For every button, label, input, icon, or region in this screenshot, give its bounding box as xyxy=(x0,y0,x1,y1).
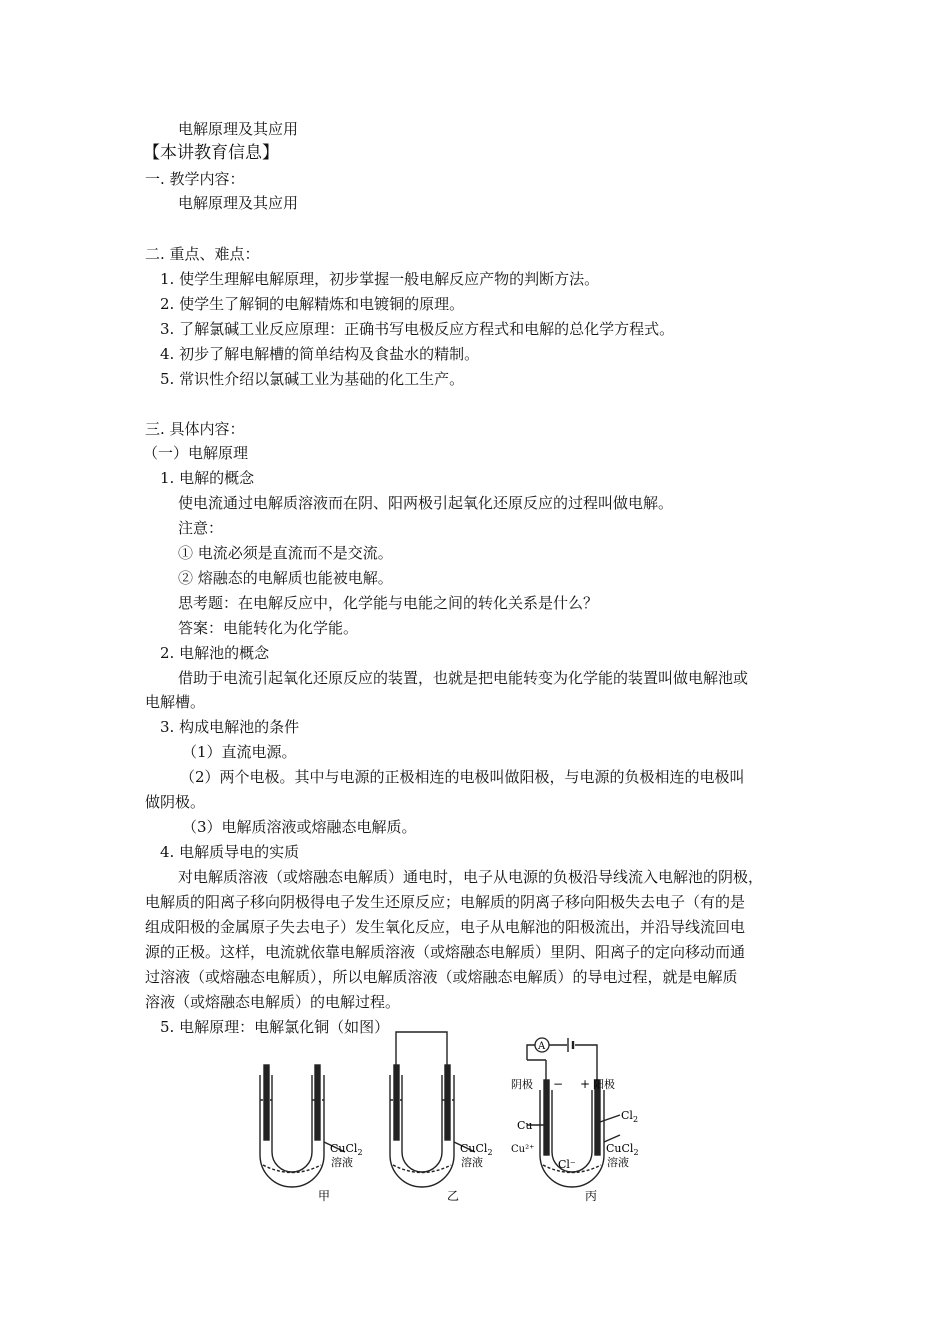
copper-ion-label: Cu²⁺ xyxy=(511,1144,535,1155)
copper-label: Cu xyxy=(517,1119,533,1132)
ammeter-label: A xyxy=(538,1041,546,1052)
svg-text:CuCl2: CuCl$_2$ xyxy=(606,1142,639,1157)
paragraph-line: 组成阳极的金属原子失去电子）发生氧化反应，电子从电解池的阳极流出，并沿导线流回电 xyxy=(145,918,746,936)
condition-item: 做阴极。 xyxy=(145,793,206,811)
section-header: 【本讲教育信息】 xyxy=(143,143,279,163)
minus-sign: − xyxy=(553,1077,564,1091)
condition-item: （1）直流电源。 xyxy=(182,743,297,761)
item-title: 5. 电解原理：电解氯化铜（如图） xyxy=(160,1018,390,1036)
paragraph-line: 电解质的阳离子移向阴极得电子发生还原反应；电解质的阴离子移向阳极失去电子（有的是 xyxy=(145,893,746,911)
paragraph: 借助于电流引起氧化还原反应的装置，也就是把电能转变为化学能的装置叫做电解池或 xyxy=(178,669,749,687)
chloride-ion-label: Cl⁻ xyxy=(558,1158,576,1171)
condition-item: （2）两个电极。其中与电源的正极相连的电极叫做阳极，与电源的负极相连的电极叫 xyxy=(180,768,745,786)
doc-title: 电解原理及其应用 xyxy=(178,120,299,138)
section-1-title: 一. 教学内容： xyxy=(145,170,245,188)
svg-text:溶液: 溶液 xyxy=(607,1156,629,1169)
paragraph-line: 过溶液（或熔融态电解质），所以电解质溶液（或熔融态电解质）的导电过程，就是电解质 xyxy=(145,968,738,986)
paragraph-line: 对电解质溶液（或熔融态电解质）通电时，电子从电源的负极沿导线流入电解池的阴极， xyxy=(178,868,764,886)
question: 思考题：在电解反应中，化学能与电能之间的转化关系是什么？ xyxy=(178,594,599,612)
item-title: 3. 构成电解池的条件 xyxy=(160,718,300,736)
svg-text:溶液: 溶液 xyxy=(461,1156,483,1169)
electrolysis-figures xyxy=(255,1030,655,1210)
plus-sign: + xyxy=(580,1077,591,1091)
chlorine-label: $Cl_2$ xyxy=(621,1109,639,1124)
subsection-title: （一）电解原理 xyxy=(143,444,249,462)
key-point: 3. 了解氯碱工业反应原理：正确书写电极反应方程式和电解的总化学方程式。 xyxy=(160,320,675,338)
item-title: 4. 电解质导电的实质 xyxy=(160,843,300,861)
section-1-body: 电解原理及其应用 xyxy=(178,194,299,212)
key-point: 4. 初步了解电解槽的简单结构及食盐水的精制。 xyxy=(160,345,480,363)
item-title: 2. 电解池的概念 xyxy=(160,644,270,662)
cathode-label: 阴极 xyxy=(511,1078,533,1091)
electrode-label-yi xyxy=(460,1142,493,1169)
note-item: ① 电流必须是直流而不是交流。 xyxy=(178,544,393,562)
electrolysis-diagram xyxy=(255,1030,655,1210)
item-title: 1. 电解的概念 xyxy=(160,469,255,487)
condition-item: （3）电解质溶液或熔融态电解质。 xyxy=(182,818,417,836)
key-point: 5. 常识性介绍以氯碱工业为基础的化工生产。 xyxy=(160,370,465,388)
anode-label: 阳极 xyxy=(593,1078,615,1091)
key-point: 1. 使学生理解电解原理，初步掌握一般电解反应产物的判断方法。 xyxy=(160,270,600,288)
note-label: 注意： xyxy=(178,519,224,537)
electrode-label-bing xyxy=(606,1142,639,1169)
svg-text:CuCl2: CuCl$_2$ xyxy=(460,1142,493,1157)
answer: 答案：电能转化为化学能。 xyxy=(178,619,359,637)
section-2-title: 二. 重点、难点： xyxy=(145,245,260,263)
svg-text:溶液: 溶液 xyxy=(331,1156,353,1169)
paragraph-line: 溶液（或熔融态电解质）的电解过程。 xyxy=(145,993,401,1011)
section-3-title: 三. 具体内容： xyxy=(145,420,245,438)
figure-caption-bing: 丙 xyxy=(585,1189,598,1203)
paragraph: 电解槽。 xyxy=(145,693,206,711)
figure-caption-jia: 甲 xyxy=(318,1189,331,1203)
figure-caption-yi: 乙 xyxy=(447,1189,460,1203)
electrode-label-jia xyxy=(330,1142,363,1169)
paragraph: 使电流通过电解质溶液而在阴、阳两极引起氧化还原反应的过程叫做电解。 xyxy=(178,494,674,512)
paragraph-line: 源的正极。这样，电流就依靠电解质溶液（或熔融态电解质）里阴、阳离子的定向移动而通 xyxy=(145,943,746,961)
key-point: 2. 使学生了解铜的电解精炼和电镀铜的原理。 xyxy=(160,295,465,313)
note-item: ② 熔融态的电解质也能被电解。 xyxy=(178,569,393,587)
svg-text:CuCl2: CuCl$_2$ xyxy=(330,1142,363,1157)
